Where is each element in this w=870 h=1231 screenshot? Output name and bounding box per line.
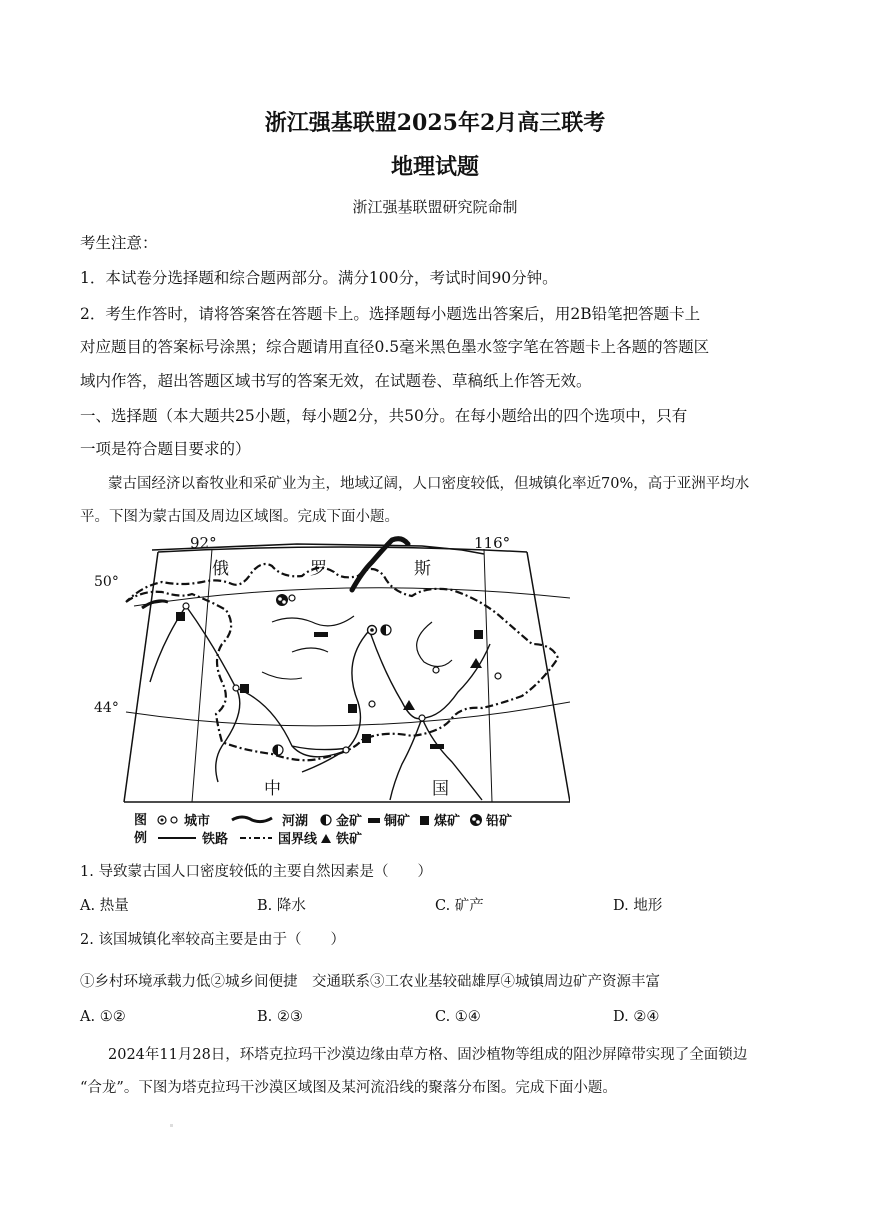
- copper-mine-symbol: [430, 744, 444, 749]
- national-border: [126, 564, 558, 760]
- legend-lead: 铅矿: [486, 814, 513, 829]
- lat-label-50: 50°: [94, 574, 119, 590]
- railway: [390, 718, 422, 800]
- question-2-statements: ①乡村环境承载力低②城乡间便捷 交通联系③工农业基较础雄厚④城镇周边矿产资源丰富: [80, 974, 660, 990]
- question-2-stem: 2. 该国城镇化率较高主要是由于（ ）: [80, 932, 345, 948]
- city-marker: [433, 667, 439, 673]
- lake: [142, 601, 168, 608]
- legend-coal: 煤矿: [434, 814, 461, 829]
- q2-option-a: A. ①②: [80, 1009, 126, 1025]
- legend-city: 城市: [184, 814, 211, 829]
- notice-item-2-line-3: 域内作答，超出答题区域书写的答案无效，在试题卷、草稿纸上作答无效。: [80, 372, 592, 390]
- passage-2-line-2: “合龙”。下图为塔克拉玛干沙漠区域图及某河流沿线的聚落分布图。完成下面小题。: [80, 1080, 617, 1096]
- section-heading-line-2: 一项是符合题目要求的）: [80, 440, 251, 458]
- railway: [236, 688, 342, 757]
- city-marker: [419, 715, 425, 721]
- copper-mine-symbol: [314, 632, 328, 637]
- coal-mine-symbol: [240, 684, 249, 693]
- legend-river: 河湖: [282, 814, 309, 829]
- railway: [292, 746, 348, 750]
- legend-rail: 铁路: [202, 832, 229, 847]
- label-russia-2: 罗: [310, 559, 327, 579]
- city-marker: [289, 595, 295, 601]
- page-mark: [170, 1124, 173, 1127]
- passage-1-line-2: 平。下图为蒙古国及周边区域图。完成下面小题。: [80, 509, 399, 525]
- passage-1-line-1: 蒙古国经济以畜牧业和采矿业为主，地域辽阔，人口密度较低，但城镇化率近70%，高于亚洲平均水: [108, 476, 750, 492]
- railway: [186, 606, 240, 782]
- city-marker: [343, 747, 349, 753]
- legend-gold: 金矿: [336, 814, 363, 829]
- legend-border: 国界线: [278, 832, 318, 847]
- railway: [302, 632, 368, 772]
- author-line: 浙江强基联盟研究院命制: [352, 198, 518, 216]
- legend-title-2: 例: [134, 831, 148, 846]
- meridian-116: [484, 549, 492, 802]
- lon-label-92: 92°: [190, 534, 217, 552]
- label-russia-1: 俄: [212, 559, 229, 579]
- coal-mine-symbol: [474, 630, 483, 639]
- q2-option-c: C. ①④: [435, 1009, 481, 1025]
- label-china-1: 中: [264, 779, 281, 799]
- lead-mine-symbol: [276, 594, 288, 606]
- river: [262, 672, 302, 679]
- mongolia-map: [122, 532, 570, 848]
- notice-item-2-line-2: 对应题目的答案标号涂黑；综合题请用直径0.5毫米黑色墨水签字笔在答题卡上各题的答题区: [80, 338, 710, 356]
- q1-option-d: D. 地形: [613, 898, 663, 914]
- passage-2-line-1: 2024年11月28日，环塔克拉玛干沙漠边缘由草方格、固沙植物等组成的阻沙屏障带实现了全面锁边: [108, 1047, 748, 1063]
- notice-item-1: 1．本试卷分选择题和综合题两部分。满分100分，考试时间90分钟。: [80, 269, 558, 287]
- coal-mine-symbol: [348, 704, 357, 713]
- legend-iron: 铁矿: [336, 832, 363, 847]
- exam-title: 浙江强基联盟2025年2月高三联考: [264, 110, 606, 136]
- subject-title: 地理试题: [390, 154, 479, 180]
- legend-title-1: 图: [134, 813, 148, 828]
- q1-option-c: C. 矿产: [435, 898, 484, 914]
- coal-mine-symbol: [362, 734, 371, 743]
- meridian-92: [192, 549, 212, 802]
- river: [417, 622, 452, 667]
- coal-mine-symbol: [176, 612, 185, 621]
- railway: [422, 718, 482, 800]
- iron-mine-symbol: [403, 700, 415, 710]
- notice-item-2-line-1: 2．考生作答时，请将答案答在答题卡上。选择题每小题选出答案后，用2B铅笔把答题卡上: [80, 305, 701, 323]
- question-1-stem: 1. 导致蒙古国人口密度较低的主要自然因素是（ ）: [80, 864, 432, 880]
- river: [292, 648, 328, 652]
- label-russia-3: 斯: [414, 559, 431, 579]
- legend-copper: 铜矿: [384, 814, 411, 829]
- q1-option-a: A. 热量: [80, 898, 129, 914]
- map-right-edge: [527, 552, 570, 802]
- section-heading-line-1: 一、选择题（本大题共25小题，每小题2分，共50分。在每小题给出的四个选项中，只有: [80, 407, 688, 425]
- city-marker: [233, 685, 239, 691]
- river: [272, 616, 354, 626]
- q1-option-b: B. 降水: [257, 898, 306, 914]
- city-marker: [495, 673, 501, 679]
- notice-heading: 考生注意：: [80, 234, 158, 252]
- city-marker: [369, 701, 375, 707]
- lon-label-116: 116°: [474, 534, 511, 552]
- label-china-2: 国: [432, 779, 449, 799]
- city-marker: [183, 603, 189, 609]
- lat-label-44: 44°: [94, 700, 119, 716]
- railway: [370, 632, 490, 719]
- q2-option-b: B. ②③: [257, 1009, 303, 1025]
- q2-option-d: D. ②④: [613, 1009, 660, 1025]
